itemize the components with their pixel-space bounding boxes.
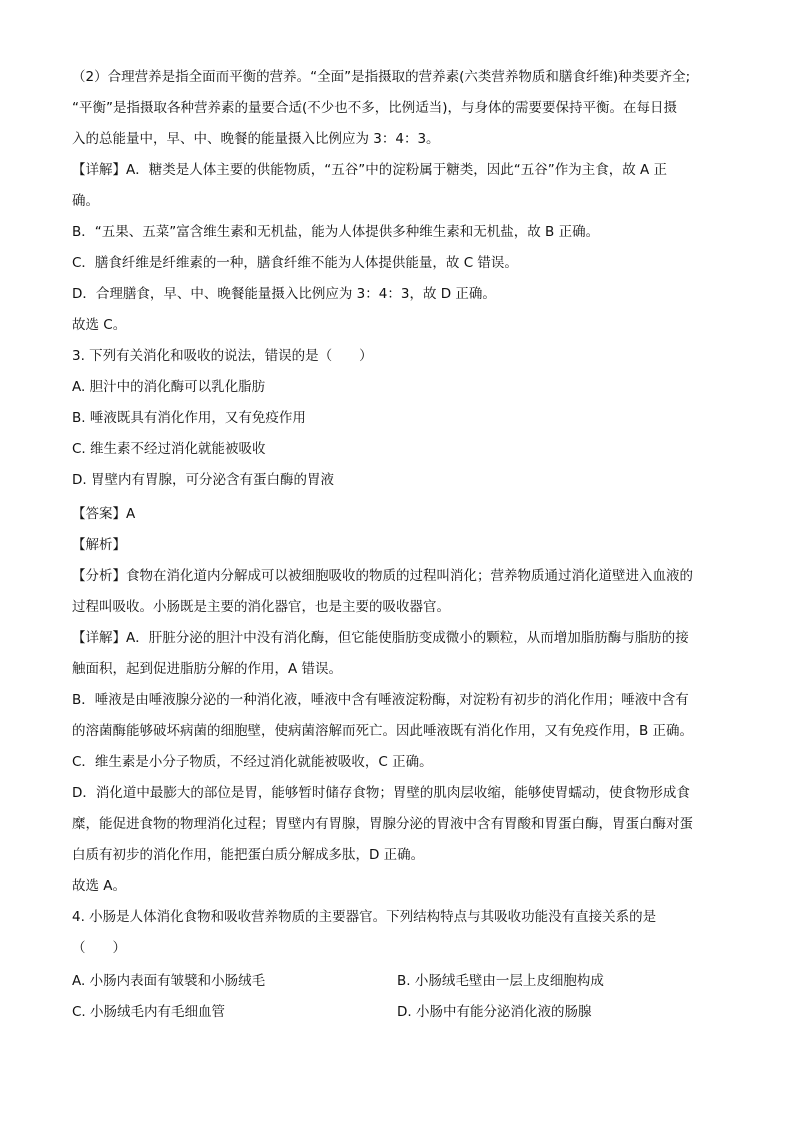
text-line: 白质有初步的消化作用，能把蛋白质分解成多肽，D 正确。 — [72, 847, 425, 863]
question-4: 4. 小肠是人体消化食物和吸收营养物质的主要器官。下列结构特点与其吸收功能没有直接关系的是 — [72, 909, 657, 925]
option-a: A. 胆汁中的消化酶可以乳化脂肪 — [72, 379, 266, 395]
answer-label: 【答案】A — [72, 506, 136, 522]
option-d: D. 胃壁内有胃腺，可分泌含有蛋白酶的胃液 — [72, 472, 334, 488]
q4-option-b: B. 小肠绒毛壁由一层上皮细胞构成 — [397, 973, 604, 989]
question-3: 3. 下列有关消化和吸收的说法，错误的是（ ） — [72, 348, 373, 364]
option-b: B. 唾液既具有消化作用，又有免疫作用 — [72, 410, 306, 426]
text-line: C．维生素是小分子物质，不经过消化就能被吸收，C 正确。 — [72, 754, 433, 770]
text-line: 【详解】A．肝脏分泌的胆汁中没有消化酶，但它能使脂肪变成微小的颗粒，从而增加脂肪酶与脂肪的接 — [72, 630, 689, 646]
text-line: （2）合理营养是指全面而平衡的营养。“全面”是指摄取的营养素(六类营养物质和膳食纤维)种类要齐全; — [72, 69, 691, 85]
text-line: 【详解】A．糖类是人体主要的供能物质，“五谷”中的淀粉属于糖类，因此“五谷”作为主食，故 A 正 — [72, 162, 668, 178]
text-line: 【分析】食物在消化道内分解成可以被细胞吸收的物质的过程叫消化；营养物质通过消化道壁进入血液的 — [72, 568, 693, 584]
text-line: 故选 A。 — [72, 878, 127, 894]
q4-option-c: C. 小肠绒毛内有毛细血管 — [72, 1004, 226, 1020]
option-c: C. 维生素不经过消化就能被吸收 — [72, 441, 266, 457]
text-line: 过程叫吸收。小肠既是主要的消化器官，也是主要的吸收器官。 — [72, 599, 450, 615]
text-line: 糜，能促进食物的物理消化过程；胃壁内有胃腺，胃腺分泌的胃液中含有胃酸和胃蛋白酶，胃蛋白酶对蛋 — [72, 816, 693, 832]
text-line: （ ） — [72, 940, 126, 956]
text-line: “平衡”是指摄取各种营养素的量要合适(不少也不多，比例适当)，与身体的需要要保持平衡。在每日摄 — [72, 100, 678, 116]
text-line: 的溶菌酶能够破坏病菌的细胞壁，使病菌溶解而死亡。因此唾液既有消化作用，又有免疫作用，B 正确。 — [72, 723, 694, 739]
text-line: 触面积，起到促进脂肪分解的作用，A 错误。 — [72, 661, 343, 677]
text-line: B．“五果、五菜”富含维生素和无机盐，能为人体提供多种维生素和无机盐，故 B 正确。 — [72, 224, 600, 240]
analysis-label: 【解析】 — [72, 537, 126, 553]
text-line: C．膳食纤维是纤维素的一种，膳食纤维不能为人体提供能量，故 C 错误。 — [72, 255, 518, 271]
text-line: D．消化道中最膨大的部位是胃，能够暂时储存食物；胃壁的肌肉层收缩，能够使胃蠕动，使食物形成食 — [72, 785, 690, 801]
text-line: 故选 C。 — [72, 317, 127, 333]
text-line: B．唾液是由唾液腺分泌的一种消化液，唾液中含有唾液淀粉酶，对淀粉有初步的消化作用；唾液中含有 — [72, 692, 689, 708]
q4-option-a: A. 小肠内表面有皱襞和小肠绒毛 — [72, 973, 266, 989]
text-line: 确。 — [72, 193, 99, 209]
text-line: D．合理膳食，早、中、晚餐能量摄入比例应为 3：4：3，故 D 正确。 — [72, 286, 496, 302]
text-line: 入的总能量中，早、中、晚餐的能量摄入比例应为 3：4：3。 — [72, 131, 440, 147]
q4-option-d: D. 小肠中有能分泌消化液的肠腺 — [397, 1004, 592, 1020]
